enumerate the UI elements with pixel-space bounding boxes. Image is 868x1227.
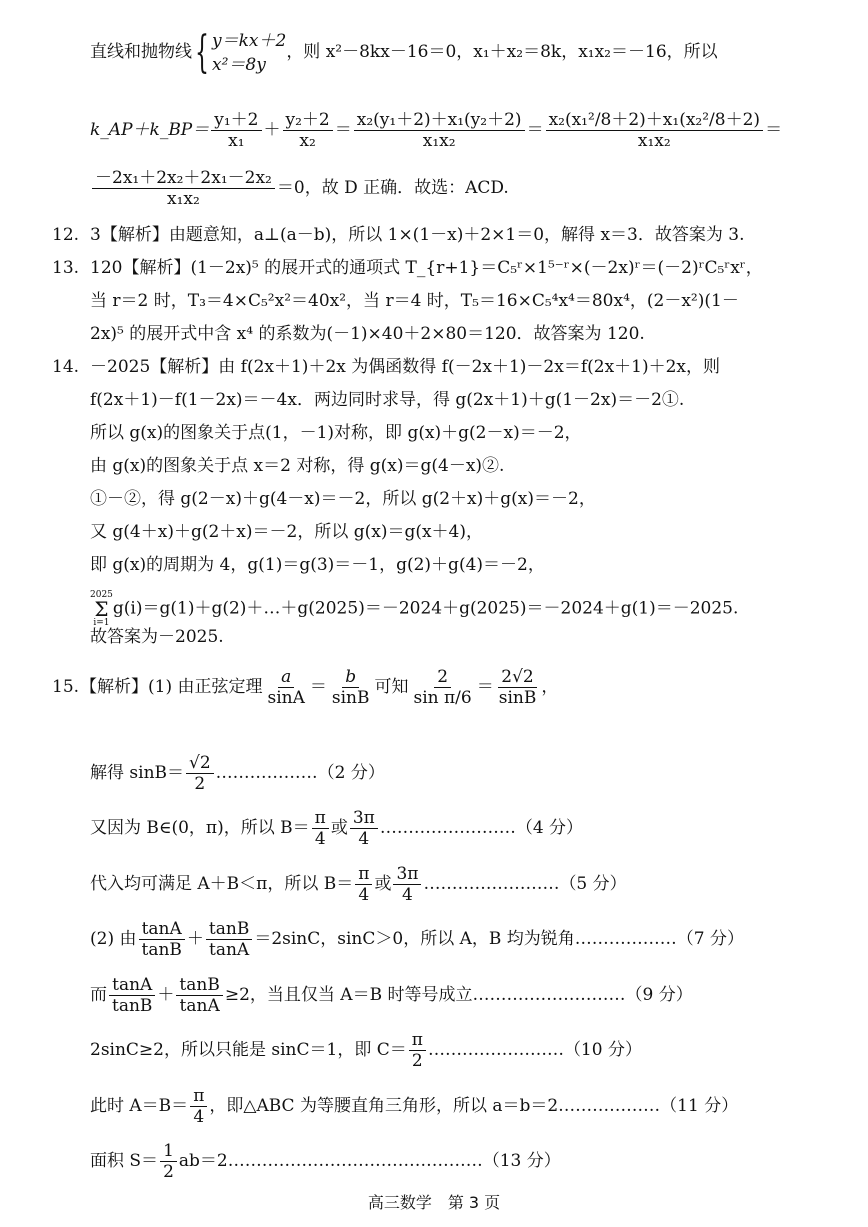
q15-step7: 此时 A＝B＝ $\frac{\pi}{4}$ ，即△ABC 为等腰直角三角形，所以 a＝b＝2………………（11 分） (90, 1086, 739, 1127)
q14-line8: 2025 Σ i=1 g(i)＝g(1)＋g(2)＋…＋g(2025)＝－2024＋g(2025)＝－2024＋g(1)＝－2025. (90, 590, 739, 628)
q14-line9: 故答案为－2025. (90, 627, 224, 647)
q13-line3: 2x)⁵ 的展开式中含 x⁴ 的系数为(－1)×40＋2×80＝120．故答案为 120. (90, 324, 645, 344)
q14-line1: －2025【解析】由 f(2x＋1)＋2x 为偶函数得 f(－2x＋1)－2x＝f(2x＋1)＋2x，则 (90, 357, 721, 377)
fraction: $\frac{\tan A}{\tan B}$ (138, 919, 184, 960)
q15-step2: 又因为 B∈(0，π)，所以 B＝ $\frac{\pi}{4}$ 或 $\frac{3\pi}{4}$ ……………………（4 分） (90, 808, 584, 849)
q15-step3: 代入均可满足 A＋B＜π，所以 B＝ $\frac{\pi}{4}$ 或 $\frac{3\pi}{4}$ ……………………（5 分） (90, 864, 627, 905)
fraction: $\frac{\tan A}{\tan B}$ (109, 975, 155, 1016)
q15-step5: 而 $\frac{\tan A}{\tan B}$ ＋ $\frac{\tan B}{\tan A}$ ≥2，当且仅当 A＝B 时等号成立………………………（9 分） (90, 975, 693, 1016)
q14-line3: 所以 g(x)的图象关于点(1，－1)对称，即 g(x)＋g(2－x)＝－2， (90, 423, 582, 443)
page-footer: 高三数学 第 3 页 (367, 1193, 501, 1212)
q11-tail: ，则 x²－8kx－16＝0，x₁＋x₂＝8k，x₁x₂＝－16，所以 (286, 42, 718, 62)
fraction: $\frac{\tan B}{\tan A}$ (206, 919, 252, 960)
fraction: $\frac{\tan B}{\tan A}$ (176, 975, 222, 1016)
q13-line2: 当 r＝2 时，T₃＝4×C₅²x²＝40x²，当 r＝4 时，T₅＝16×C₅⁴x⁴＝80x⁴，(2－x²)(1－ (90, 291, 739, 311)
fraction: $\frac{√2}{2}$ (186, 753, 214, 794)
q11-line3: $\frac{\text{－2x₁＋2x₂＋2x₁－2x₂}}{\text{x₁x₂}}$ ＝0，故 D 正确．故选：ACD. (90, 163, 509, 213)
fraction: $\frac{\text{x₂(y₁＋2)＋x₁(y₂＋2)}}{\text{x₁x₂}}$ (354, 110, 525, 151)
question-number: 12. (52, 225, 80, 245)
q11-line2: k_AP＋k_BP＝ $\frac{\text{y₁＋2}}{\text{x₁}}$ ＋ $\frac{\text{y₂＋2}}{\text{x₂}}$ ＝ $\frac{\text{x₂(y₁＋2)＋x₁(y₂＋2)}}{\text{x₁x₂}}$ ＝ $\frac{\text{x₂(x₁²/8＋2)＋x₁(x₂²/8＋2)}}{\text{x₁x₂}}$ ＝ (90, 110, 783, 151)
q15-step8: 面积 S＝ $\frac{1}{2}$ ab＝2………………………………………（13 分） (90, 1141, 561, 1182)
fraction: $\frac{\text{x₂(x₁²/8＋2)＋x₁(x₂²/8＋2)}}{\text{x₁x₂}}$ (546, 110, 764, 151)
fraction: $\frac{b}{\sin B}$ (331, 667, 370, 708)
fraction: $\frac{\pi}{2}$ (409, 1030, 426, 1071)
q15-line1: 【解析】(1) 由正弦定理 $\frac{a}{\sin A}$ ＝ $\frac{b}{\sin B}$ 可知 $\frac{2}{\text{sin π/6}}$ ＝ $\frac{2√2}{\sin B}$ ， (80, 667, 559, 708)
fraction: $\frac{\text{y₂＋2}}{\text{x₂}}$ (283, 110, 333, 151)
q14-line4: 由 g(x)的图象关于点 x＝2 对称，得 g(x)＝g(4－x)②. (90, 456, 505, 476)
fraction: $\frac{3\pi}{4}$ (393, 864, 421, 905)
q14-line2: f(2x＋1)－f(1－2x)＝－4x．两边同时求导，得 g(2x＋1)＋g(1－2x)＝－2①. (90, 390, 685, 410)
q14-line6: 又 g(4＋x)＋g(2＋x)＝－2，所以 g(x)＝g(x＋4)， (90, 522, 484, 542)
fraction: $\frac{1}{2}$ (160, 1141, 177, 1182)
fraction: $\frac{\pi}{4}$ (355, 864, 372, 905)
q14-line7: 即 g(x)的周期为 4，g(1)＝g(3)＝－1，g(2)＋g(4)＝－2， (90, 555, 545, 575)
question-number: 14. (52, 357, 80, 377)
q13-line1: 120【解析】(1－2x)⁵ 的展开式的通项式 T_{r+1}＝C₅ʳ×1⁵⁻ʳ×(－2x)ʳ＝(－2)ʳC₅ʳxʳ， (90, 258, 763, 278)
fraction: $\frac{\pi}{4}$ (190, 1086, 207, 1127)
fraction: $\frac{2√2}{\sin B}$ (498, 667, 537, 708)
question-number: 15. (52, 677, 80, 697)
question-number: 13. (52, 258, 80, 278)
equation-system: y＝kx＋2 x²＝8y (212, 30, 287, 75)
fraction: $\frac{a}{\sin A}$ (267, 667, 305, 708)
q11-intro: 直线和抛物线 (90, 42, 192, 62)
fraction: $\frac{\text{y₁＋2}}{\text{x₁}}$ (211, 110, 261, 151)
fraction: $\frac{3\pi}{4}$ (350, 808, 378, 849)
q15-step6: 2sinC≥2，所以只能是 sinC＝1，即 C＝ $\frac{\pi}{2}$ ……………………（10 分） (90, 1030, 642, 1071)
q14-line5: ①－②，得 g(2－x)＋g(4－x)＝－2，所以 g(2＋x)＋g(x)＝－2， (90, 489, 596, 509)
brace-icon: { (195, 26, 209, 78)
q15-step1: 解得 sinB＝ $\frac{√2}{2}$ ………………（2 分） (90, 753, 385, 794)
fraction: $\frac{2}{\text{sin π/6}}$ (413, 667, 472, 708)
q12-text: 3【解析】由题意知，a⊥(a－b)，所以 1×(1－x)＋2×1＝0，解得 x＝3．故答案为 3. (90, 225, 745, 245)
fraction: $\frac{\text{－2x₁＋2x₂＋2x₁－2x₂}}{\text{x₁x₂}}$ (92, 168, 275, 209)
fraction: $\frac{\pi}{4}$ (312, 808, 329, 849)
summation: 2025 Σ i=1 (90, 590, 113, 628)
q15-step4: (2) 由 $\frac{\tan A}{\tan B}$ ＋ $\frac{\tan B}{\tan A}$ ＝2sinC，sinC＞0，所以 A，B 均为锐角………………（7 分） (90, 919, 744, 960)
q11-line1 (90, 28, 718, 77)
